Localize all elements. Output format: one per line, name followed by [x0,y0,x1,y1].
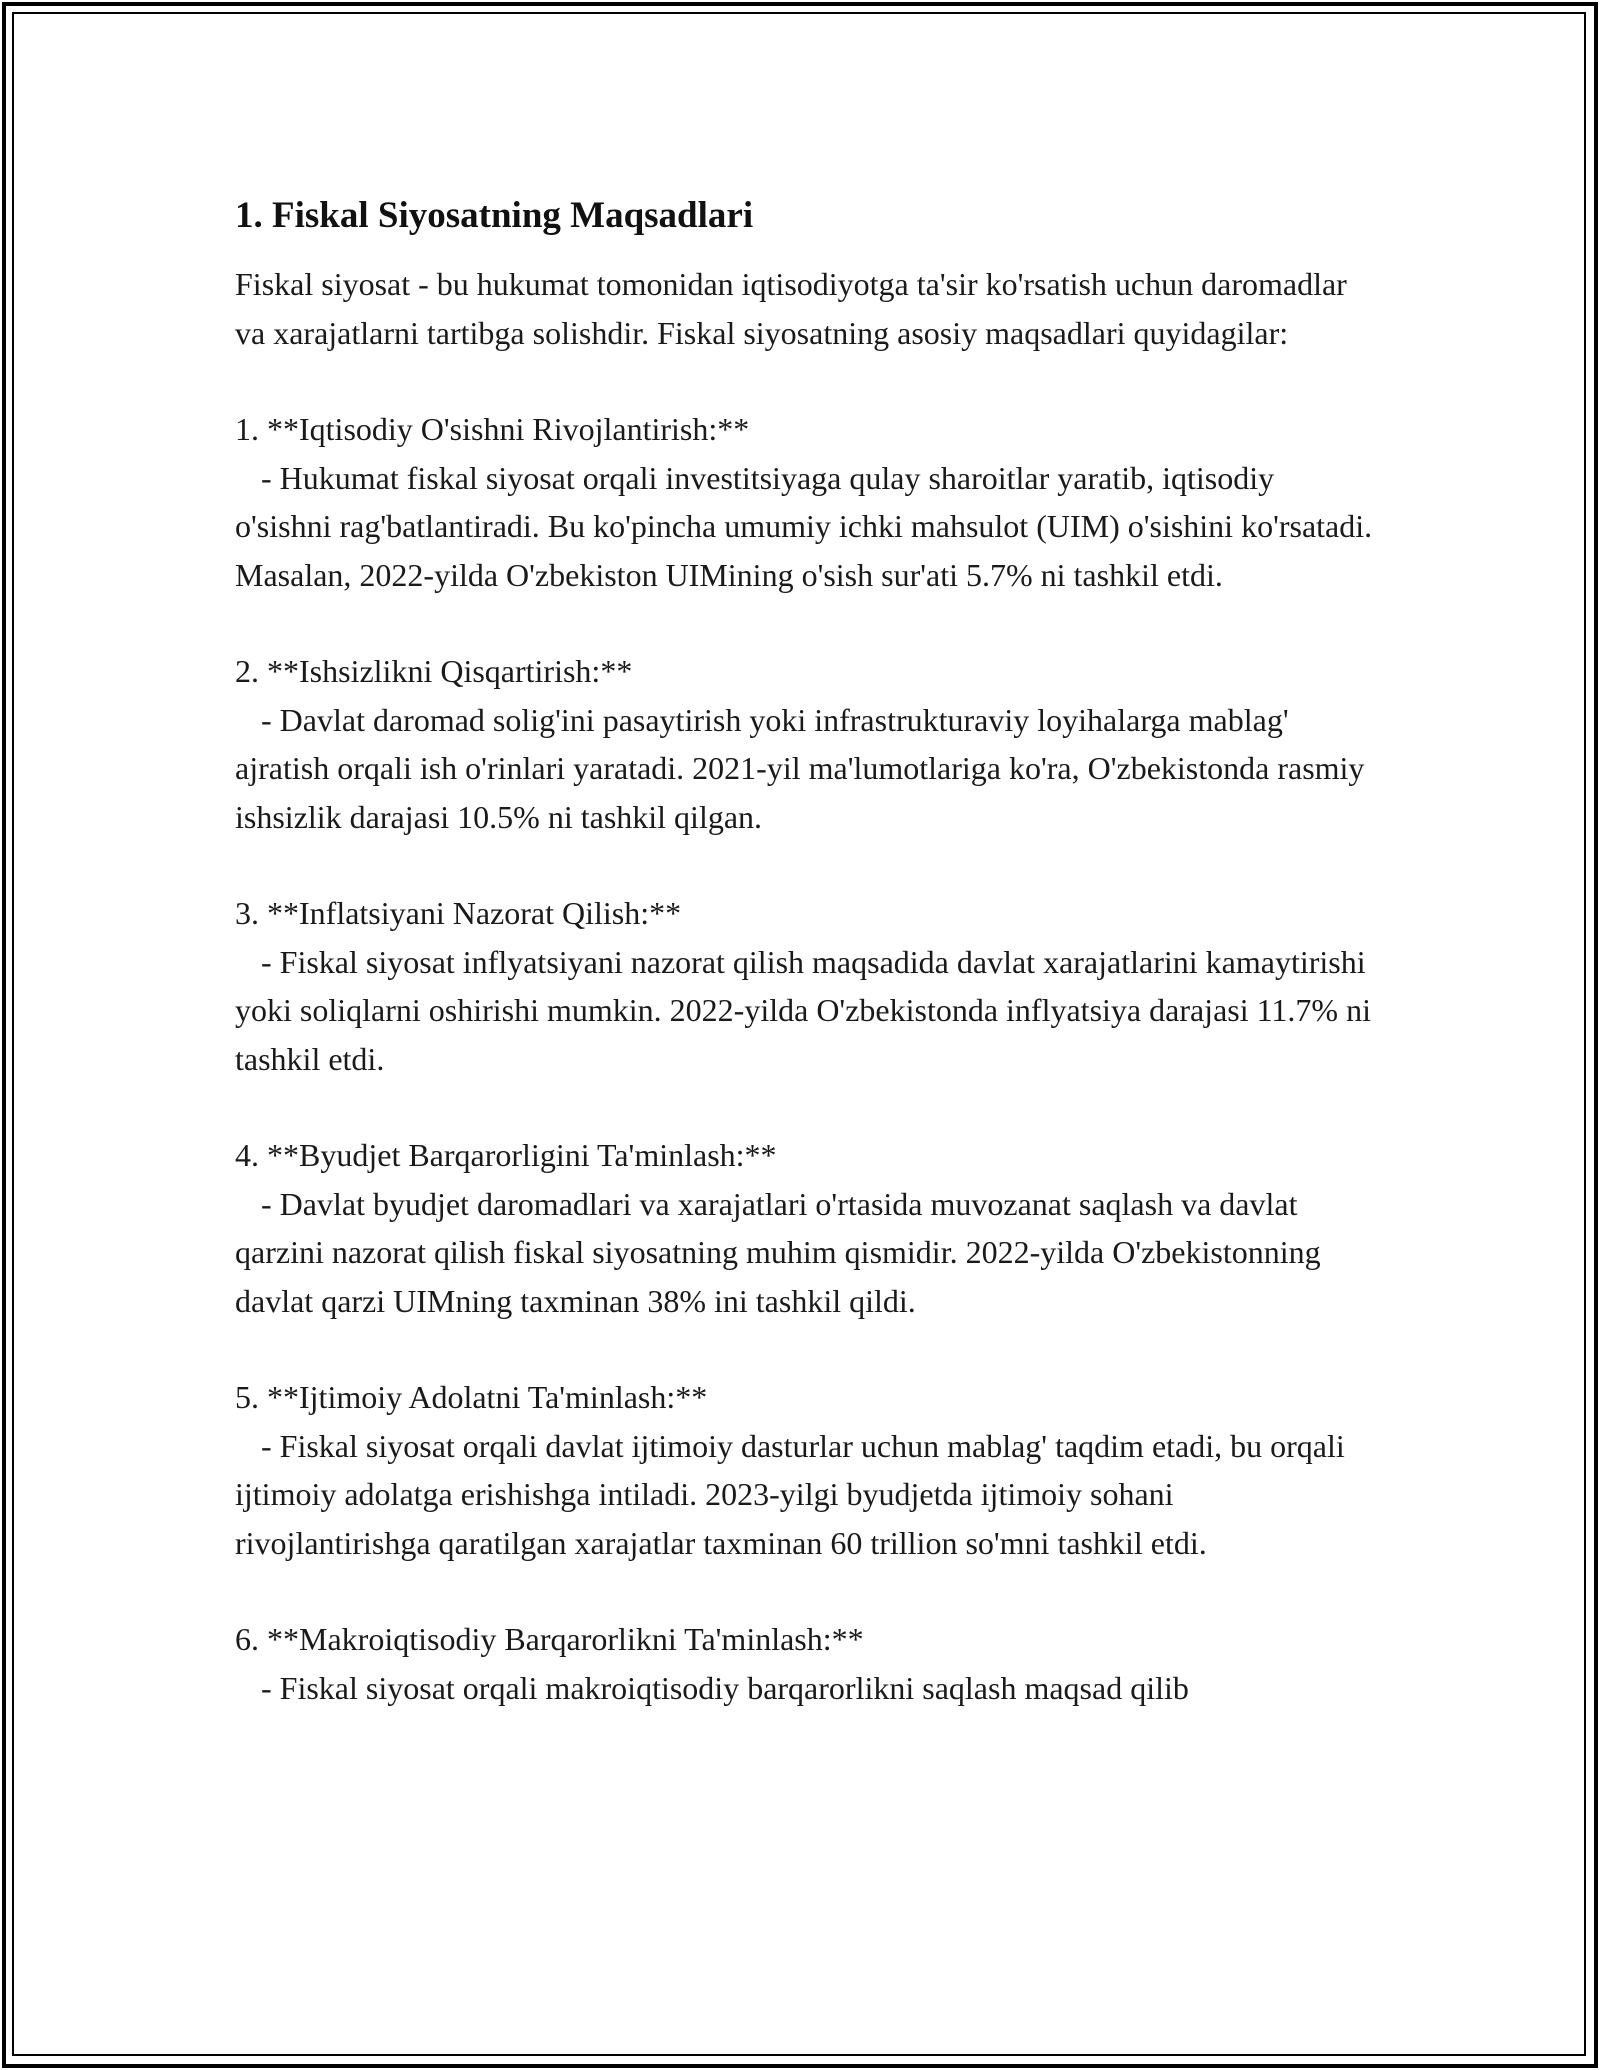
section-3 [235,889,1375,1083]
intro-paragraph: Fiskal siyosat - bu hukumat tomonidan iqtisodiyotga ta'sir ko'rsatish uchun daromadlar va xarajatlarni tartibga solishdir. Fiskal siyosatning asosiy maqsadlari quyidagilar: [235,266,1355,351]
spacer [235,1325,1375,1373]
section-body [235,938,1375,1084]
section-body [235,1422,1375,1568]
section-title: 6. **Makroiqtisodiy Barqarorlikni Ta'minlash:** [235,1621,864,1657]
section-text: - Davlat byudjet daromadlari va xarajatlari o'rtasida muvozanat saqlash va davlat qarzini nazorat qilish fiskal siyosatning muhim qismidir. 2022-yilda O'zbekistonning davlat qarzi UIMning taxminan 38% ini tashkil qildi. [235,1185,1321,1319]
section-text: - Fiskal siyosat orqali davlat ijtimoiy dasturlar uchun mablag' taqdim etadi, bu orqali ijtimoiy adolatga erishishga intiladi. 2023-yilgi byudjetda ijtimoiy sohani rivojlantirishga qaratilgan xarajatlar taxminan 60 trillion so'mni tashkil etdi. [235,1427,1345,1561]
section-title: 4. **Byudjet Barqarorligini Ta'minlash:** [235,1137,777,1173]
section-title: 3. **Inflatsiyani Nazorat Qilish:** [235,895,682,931]
section-title: 1. **Iqtisodiy O'sishni Rivojlantirish:** [235,411,750,447]
section-body [235,1180,1375,1326]
document-content [235,188,1375,1712]
spacer [235,357,1375,405]
document-heading: 1. Fiskal Siyosatning Maqsadlari [235,195,754,236]
section-text: - Davlat daromad solig'ini pasaytirish yoki infrastrukturaviy loyihalarga mablag' ajratish orqali ish o'rinlari yaratadi. 2021-yil ma'lumotlariga ko'ra, O'zbekistonda rasmiy ishsizlik darajasi 10.5% ni tashkil qilgan. [235,701,1365,835]
section-title: 5. **Ijtimoiy Adolatni Ta'minlash:** [235,1379,708,1415]
section-text: - Hukumat fiskal siyosat orqali investitsiyaga qulay sharoitlar yaratib, iqtisodiy o'sishni rag'batlantiradi. Bu ko'pincha umumiy ichki mahsulot (UIM) o'sishini ko'rsatadi. Masalan, 2022-yilda O'zbekiston UIMining o'sish sur'ati 5.7% ni tashkil etdi. [235,459,1373,593]
section-body [235,696,1375,842]
spacer [235,1083,1375,1131]
section-text: - Fiskal siyosat orqali makroiqtisodiy barqarorlikni saqlash maqsad qilib [261,1669,1189,1706]
section-title: 2. **Ishsizlikni Qisqartirish:** [235,653,633,689]
spacer [235,841,1375,889]
section-5 [235,1373,1375,1567]
section-text: - Fiskal siyosat inflyatsiyani nazorat qilish maqsadida davlat xarajatlarini kamaytirishi yoki soliqlarni oshirishi mumkin. 2022-yilda O'zbekistonda inflyatsiya darajasi 11.7% ni tashkil etdi. [235,943,1371,1077]
spacer [235,599,1375,647]
section-6 [235,1615,1375,1712]
section-4 [235,1131,1375,1325]
section-body [235,454,1375,600]
section-2 [235,647,1375,841]
spacer [235,1567,1375,1615]
section-body [235,1664,1375,1713]
section-1 [235,405,1375,599]
